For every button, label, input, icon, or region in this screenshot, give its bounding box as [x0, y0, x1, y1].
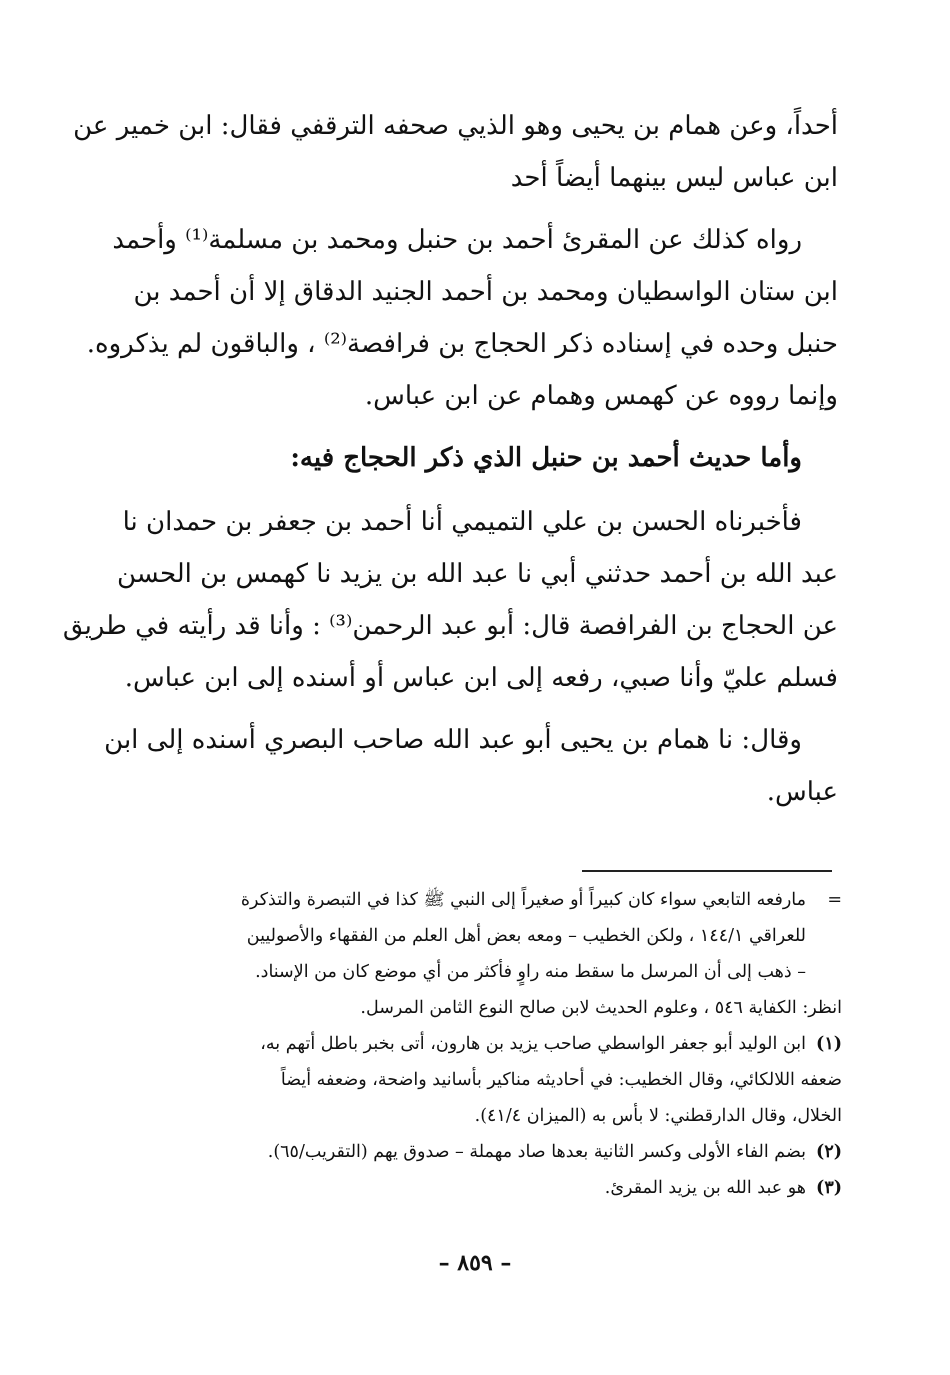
text-line: عن الحجاج بن الفرافصة قال: أبو عبد الرحمن⁽³⁾ : وأنا قد رأيته في طريق — [62, 611, 838, 641]
footnote-line — [120, 1134, 842, 1170]
footnote-divider — [582, 870, 832, 872]
text-line: حنبل وحده في إسناده ذكر الحجاج بن فرافصة⁽²⁾ ، والباقون لم يذكروه. — [86, 329, 838, 359]
footnote-line: للعراقي ١٤٤/١ ، ولكن الخطيب – ومعه بعض أهل العلم من الفقهاء والأصوليين — [246, 926, 806, 946]
footnote-marker: = — [827, 890, 842, 910]
text-line: فأخبرناه الحسن بن علي التميمي أنا أحمد بن جعفر بن حمدان نا — [122, 507, 802, 537]
paragraph-2 — [86, 214, 838, 422]
footnote-line: الخلال، وقال الدارقطني: لا بأس به (الميزان ٤١/٤). — [474, 1106, 842, 1126]
footnote-line — [120, 1026, 842, 1062]
footnote-line: – ذهب إلى أن المرسل ما سقط منه راوٍ فأكثر من أي موضع كان من الإسناد. — [255, 962, 806, 982]
footnote-line — [120, 882, 842, 918]
text-line: ابن ستان الواسطيان ومحمد بن أحمد الجنيد الدقاق إلا أن أحمد بن — [133, 277, 838, 307]
paragraph-4 — [104, 714, 838, 818]
text-line: وإنما رووه عن كهمس وهمام عن ابن عباس. — [364, 381, 838, 411]
text-line: ابن عباس ليس بينهما أيضاً أحد — [510, 163, 838, 193]
footnote-continuation — [120, 882, 842, 1026]
footnote-marker: (٣) — [816, 1178, 842, 1198]
footnote-2 — [120, 1134, 842, 1170]
page-number: – ٨٥٩ – — [438, 1250, 512, 1276]
footnote-marker: (٢) — [816, 1142, 842, 1162]
footnote-text: هو عبد الله بن يزيد المقرئ. — [604, 1178, 806, 1198]
footnote-1 — [120, 1026, 842, 1134]
footnote-line: انظر: الكفاية ٥٤٦ ، وعلوم الحديث لابن صالح النوع الثامن المرسل. — [360, 998, 842, 1018]
footnote-text: ابن الوليد أبو جعفر الواسطي صاحب يزيد بن هارون، أتى بخبر باطل أتهم به، — [260, 1034, 806, 1054]
footnote-3 — [120, 1170, 842, 1206]
text-line: فسلم عليّ وأنا صبي، رفعه إلى ابن عباس أو أسنده إلى ابن عباس. — [124, 663, 838, 693]
footnote-marker: (١) — [816, 1034, 842, 1054]
text-line: وقال: نا همام بن يحيى أبو عبد الله صاحب البصري أسنده إلى ابن — [104, 725, 802, 755]
paragraph-1 — [73, 100, 838, 204]
footnote-text: مارفعه التابعي سواء كان كبيراً أو صغيراً إلى النبي ﷺ كذا في التبصرة والتذكرة — [240, 890, 806, 910]
text-line: رواه كذلك عن المقرئ أحمد بن حنبل ومحمد بن مسلمة⁽¹⁾ وأحمد — [112, 225, 802, 255]
paragraph-3 — [62, 496, 838, 704]
text-line: أحداً، وعن همام بن يحيى وهو الذيي صحفه الترقفي فقال: ابن خمير عن — [73, 111, 838, 141]
footnote-line — [120, 1170, 842, 1206]
section-heading: وأما حديث أحمد بن حنبل الذي ذكر الحجاج فيه: — [290, 443, 802, 473]
main-text — [62, 100, 838, 828]
text-line: عباس. — [766, 777, 838, 807]
text-line: عبد الله بن أحمد حدثني أبي نا عبد الله بن يزيد نا كهمس بن الحسن — [116, 559, 838, 589]
footnote-line: ضعفه اللالكائي، وقال الخطيب: في أحاديثه مناكير بأسانيد واضحة، وضعفه أيضاً — [280, 1070, 842, 1090]
footnotes — [120, 882, 842, 1206]
footnote-text: بضم الفاء الأولى وكسر الثانية بعدها صاد مهملة – صدوق يهم (التقريب/٦٥). — [267, 1142, 806, 1162]
